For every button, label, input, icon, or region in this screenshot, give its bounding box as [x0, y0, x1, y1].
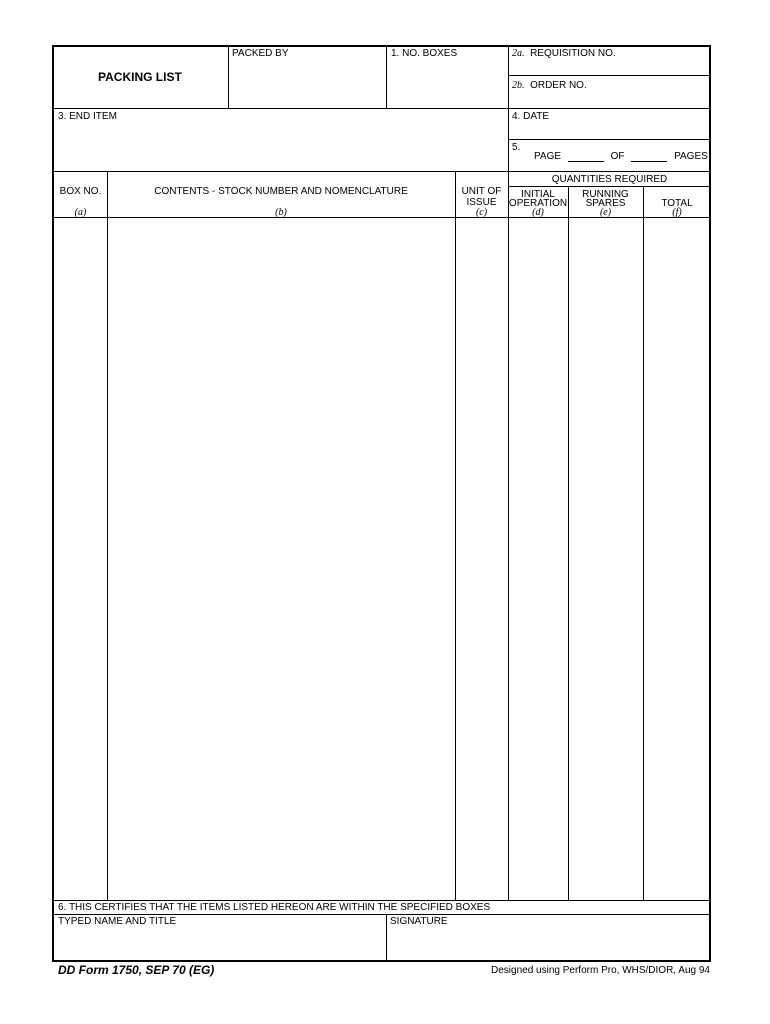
col-running-label-1: RUNNING — [582, 189, 629, 200]
rule-col-e-f — [643, 186, 644, 900]
rule-packed-boxes — [386, 47, 387, 108]
box-no-column-field[interactable] — [56, 220, 105, 898]
col-running-label-2: SPARES — [585, 198, 626, 209]
end-item-label: 3. END ITEM — [58, 111, 117, 122]
col-unit-label-1: UNIT OF — [461, 186, 502, 197]
rule-boxes-requisition — [508, 47, 509, 171]
packed-by-field[interactable] — [231, 61, 383, 105]
requisition-field[interactable] — [512, 60, 708, 74]
requisition-label — [512, 48, 616, 59]
col-box-no-label: BOX NO. — [59, 186, 102, 197]
of-label: OF — [610, 151, 625, 162]
date-field[interactable] — [512, 124, 708, 137]
page-of-pages — [534, 151, 708, 162]
rule-table-bottom — [54, 900, 711, 901]
no-boxes-label: 1. NO. BOXES — [391, 48, 458, 59]
col-contents-label: CONTENTS - STOCK NUMBER AND NOMENCLATURE — [154, 186, 408, 197]
signature-field[interactable] — [390, 929, 708, 959]
col-box-no-letter: (a) — [74, 207, 87, 218]
unit-of-issue-column-field[interactable] — [458, 220, 506, 898]
col-initial-label-2: OPERATION — [508, 198, 568, 209]
rule-date-page — [508, 139, 711, 140]
col-initial-label-1: INITIAL — [521, 189, 555, 200]
rule-requisition-order — [508, 75, 711, 76]
contents-column-field[interactable] — [110, 220, 453, 898]
initial-operation-column-field[interactable] — [511, 220, 566, 898]
rule-col-d-e — [568, 186, 569, 900]
page-blank[interactable] — [568, 151, 604, 162]
requisition-text: REQUISITION NO. — [530, 48, 616, 59]
pages-label: PAGES — [674, 151, 708, 162]
packing-list-form — [52, 45, 711, 962]
col-unit-letter: (c) — [475, 207, 488, 218]
order-number: 2b. — [512, 80, 525, 91]
page-label: PAGE — [534, 151, 562, 162]
running-spares-column-field[interactable] — [571, 220, 641, 898]
designer-credit: Designed using Perform Pro, WHS/DIOR, Aug 94 — [491, 965, 710, 976]
page-number-label: 5. — [512, 142, 521, 153]
form-title: PACKING LIST — [98, 70, 182, 84]
signature-label: SIGNATURE — [390, 916, 448, 927]
rule-certification — [54, 914, 711, 915]
rule-quantities-header — [508, 186, 711, 187]
col-running-letter: (e) — [599, 207, 612, 218]
typed-name-field[interactable] — [58, 929, 382, 959]
total-column-field[interactable] — [646, 220, 709, 898]
rule-title-packed — [228, 47, 229, 108]
pages-blank[interactable] — [631, 151, 667, 162]
col-total-label: TOTAL — [661, 198, 693, 209]
col-initial-letter: (d) — [532, 207, 544, 218]
order-label — [512, 80, 587, 91]
rule-item-bottom — [54, 171, 508, 172]
typed-name-label: TYPED NAME AND TITLE — [58, 916, 177, 927]
no-boxes-field[interactable] — [390, 61, 505, 105]
rule-header-bottom — [54, 108, 711, 109]
certification-statement: 6. THIS CERTIFIES THAT THE ITEMS LISTED HEREON ARE WITHIN THE SPECIFIED BOXES — [58, 902, 491, 913]
order-text: ORDER NO. — [530, 80, 587, 91]
date-label: 4. DATE — [512, 111, 550, 122]
order-field[interactable] — [512, 92, 708, 106]
rule-col-a-b — [107, 171, 108, 900]
rule-name-signature — [386, 914, 387, 962]
quantities-required-header: QUANTITIES REQUIRED — [551, 174, 668, 185]
rule-col-b-c — [455, 171, 456, 900]
col-contents-letter: (b) — [275, 207, 287, 218]
col-total-letter: (f) — [672, 207, 682, 218]
rule-col-c-d — [508, 171, 509, 900]
end-item-field[interactable] — [58, 124, 504, 168]
rule-page-bottom — [508, 171, 711, 172]
col-unit-label-2: ISSUE — [466, 197, 497, 208]
form-identifier: DD Form 1750, SEP 70 (EG) — [58, 963, 215, 977]
requisition-number: 2a. — [512, 48, 525, 59]
packed-by-label: PACKED BY — [232, 48, 289, 59]
